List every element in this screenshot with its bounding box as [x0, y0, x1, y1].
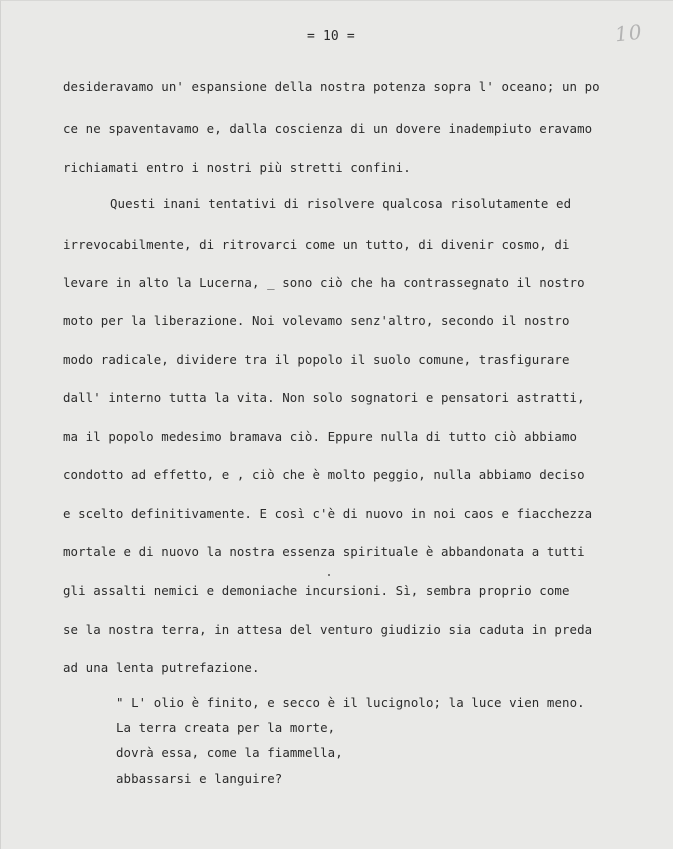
text-line: mortale e di nuovo la nostra essenza spirituale è abbandonata a tutti	[63, 544, 585, 559]
text-line: modo radicale, dividere tra il popolo il suolo comune, trasfigurare	[63, 352, 570, 367]
text-line: moto per la liberazione. Noi volevamo senz'altro, secondo il nostro	[63, 313, 570, 328]
text-line: ad una lenta putrefazione.	[63, 660, 260, 675]
text-line: condotto ad effetto, e , ciò che è molto peggio, nulla abbiamo deciso	[63, 467, 585, 482]
text-line: e scelto definitivamente. E così c'è di nuovo in noi caos e fiacchezza	[63, 506, 593, 521]
text-line: ce ne spaventavamo e, dalla coscienza di un dovere inadempiuto eravamo	[63, 121, 593, 136]
text-line: irrevocabilmente, di ritrovarci come un tutto, di divenir cosmo, di	[63, 237, 570, 252]
poem-line: dovrà essa, come la fiammella,	[116, 745, 343, 760]
poem-line: La terra creata per la morte,	[116, 720, 336, 735]
poem-line: abbassarsi e languire?	[116, 771, 283, 786]
text-line: desideravamo un' espansione della nostra potenza sopra l' oceano; un po	[63, 79, 600, 94]
text-line: richiamati entro i nostri più stretti confini.	[63, 160, 411, 175]
paragraph-first-line: Questi inani tentativi di risolvere qualcosa risolutamente ed	[110, 196, 572, 211]
text-line: gli assalti nemici e demoniache incursioni. Sì, sembra proprio come	[63, 583, 570, 598]
text-line: se la nostra terra, in attesa del venturo giudizio sia caduta in preda	[63, 622, 593, 637]
handwritten-page-number: 10	[613, 19, 644, 47]
text-line: ma il popolo medesimo bramava ciò. Eppure nulla di tutto ciò abbiamo	[63, 429, 578, 444]
ink-speck	[328, 574, 330, 576]
text-line: levare in alto la Lucerna, _ sono ciò che ha contrassegnato il nostro	[63, 275, 585, 290]
text-line: dall' interno tutta la vita. Non solo sognatori e pensatori astratti,	[63, 390, 585, 405]
page-number: = 10 =	[307, 29, 355, 44]
poem-line: " L' olio è finito, e secco è il lucignolo; la luce vien meno.	[116, 695, 585, 710]
